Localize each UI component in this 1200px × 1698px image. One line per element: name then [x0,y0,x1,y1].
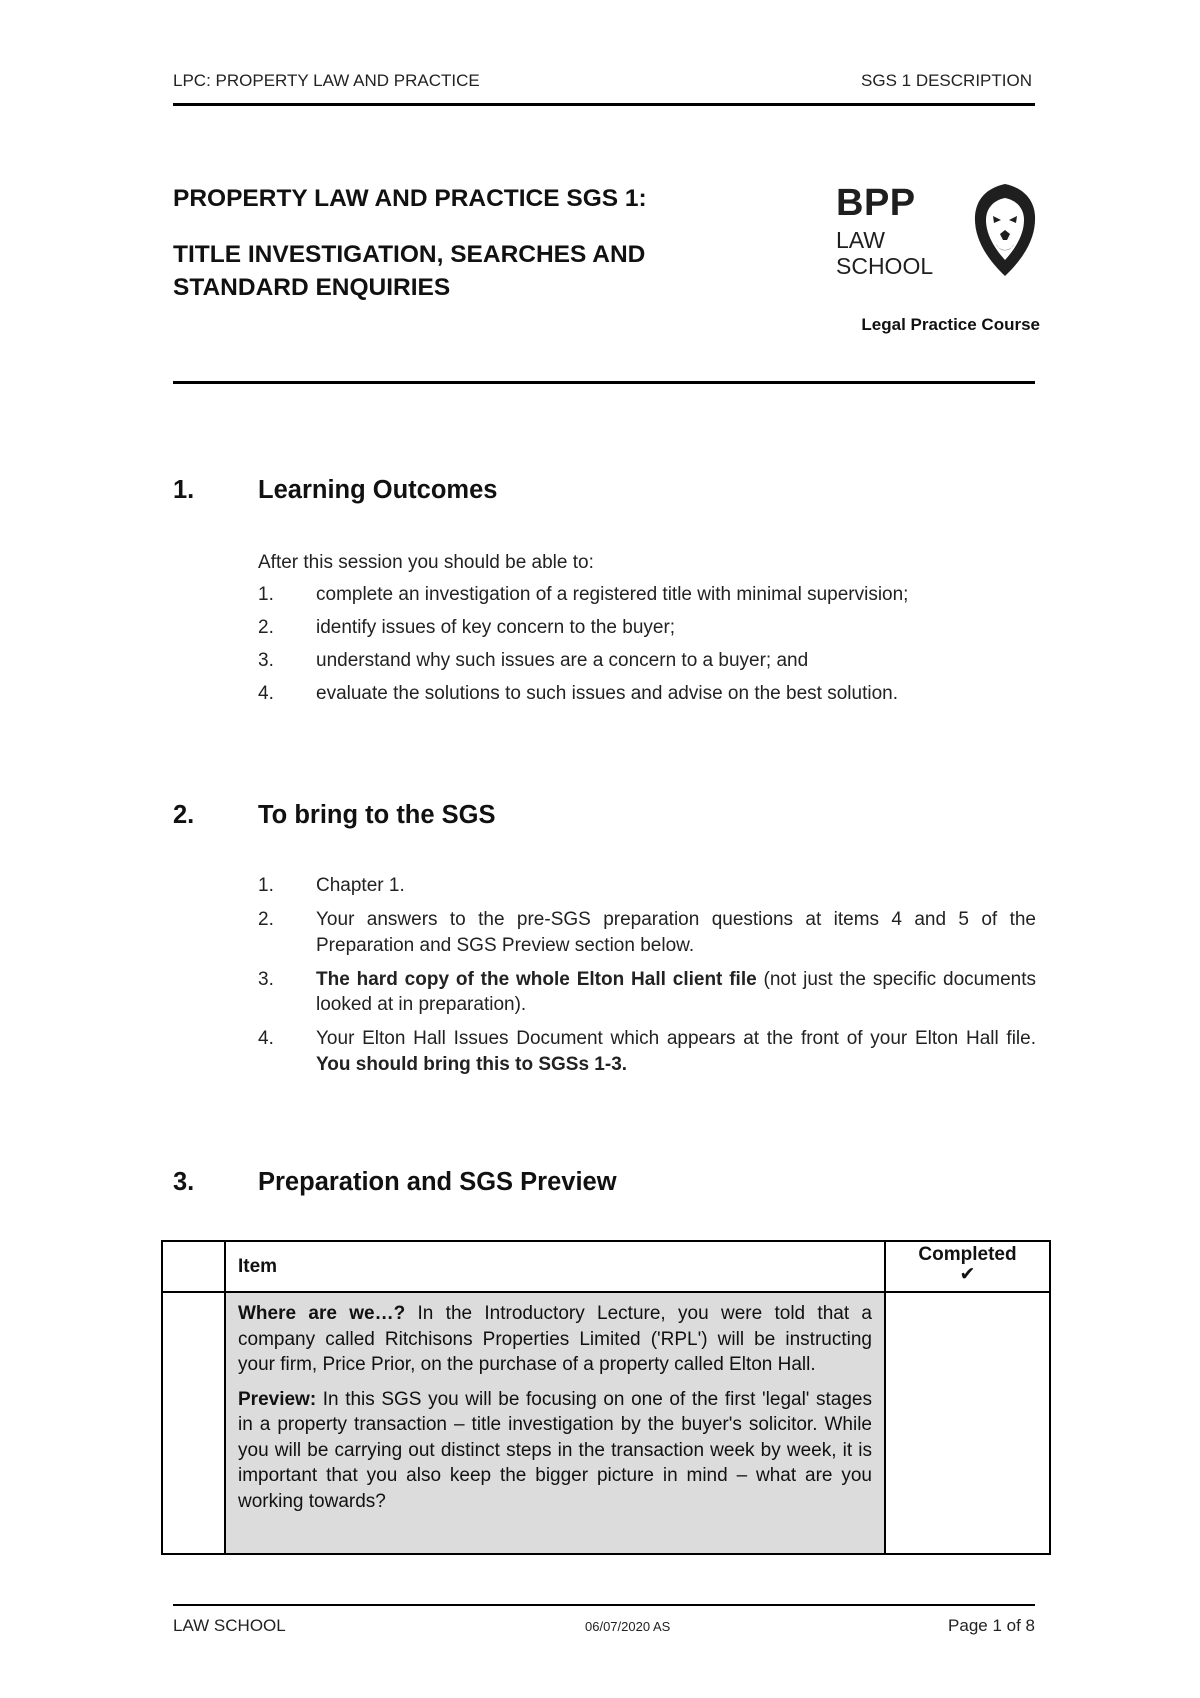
list-item [258,681,1036,707]
lion-icon [972,182,1038,278]
section-number: 3. [173,1168,195,1196]
header-right: SGS 1 DESCRIPTION [861,71,1032,90]
learning-outcomes-list [258,582,1036,714]
logo-line-1: LAW [836,227,885,253]
section-intro: After this session you should be able to: [258,552,594,573]
list-item-text: (not just the specific documents looked at in preparation). [316,968,1036,1015]
footer-rule [173,1604,1035,1606]
preview-text: In this SGS you will be focusing on one of the first 'legal' stages in a property transaction – title investigation by the buyer's solicitor. While you will be carrying out distinct steps in the transaction week by week, it is important that you also keep the bigger picture in mind – what are you working towards? [238,1388,872,1512]
list-item [258,615,1036,641]
list-item [258,967,1036,1018]
logo-subtext [836,227,933,279]
where-are-we-paragraph [238,1301,872,1378]
list-item-number: 2. [258,617,274,638]
logo-brand: BPP [836,182,916,224]
title-rule [173,381,1035,384]
subtitle-line-1: TITLE INVESTIGATION, SEARCHES AND [173,241,646,268]
table-header-blank [162,1241,225,1292]
bpp-law-school-logo [836,182,1036,282]
list-item [258,907,1036,958]
list-item-text: Your Elton Hall Issues Document which appears at the front of your Elton Hall file. [316,1028,1036,1049]
list-item-number: 3. [258,968,274,990]
list-item-bold-text: The hard copy of the whole Elton Hall client file [316,968,757,990]
list-item-text: complete an investigation of a registered title with minimal supervision; [316,584,909,605]
footer-date: 06/07/2020 AS [585,1619,671,1634]
footer-page-number: Page 1 of 8 [948,1616,1035,1635]
table-row [162,1292,1050,1554]
preview-label: Preview: [238,1388,317,1410]
section-heading-to-bring: To bring to the SGS [258,801,496,829]
list-item-text: Your answers to the pre-SGS preparation questions at items 4 and 5 of the Preparation and SGS Preview section below. [316,909,1036,956]
course-name: Legal Practice Course [861,315,1040,334]
list-item [258,648,1036,674]
table-cell-completed[interactable] [885,1292,1050,1554]
list-item-number: 4. [258,1028,274,1049]
document-title: PROPERTY LAW AND PRACTICE SGS 1: [173,185,647,212]
preparation-table [161,1240,1051,1555]
list-item-text: identify issues of key concern to the buyer; [316,617,676,638]
table-header-completed [885,1241,1050,1292]
header-left: LPC: PROPERTY LAW AND PRACTICE [173,71,480,90]
where-are-we-text: In the Introductory Lecture, you were told that a company called Ritchisons Properties Limited ('RPL') will be instructing your firm, Price Prior, on the purchase of a property called Elton Hall. [238,1303,872,1375]
completed-label: Completed [918,1244,1017,1265]
footer-left: LAW SCHOOL [173,1616,286,1635]
check-icon: ✔ [959,1264,976,1285]
table-cell-number [162,1292,225,1554]
list-item-text: Chapter 1. [316,875,405,896]
logo-line-2: SCHOOL [836,253,934,279]
list-item-number: 1. [258,584,274,605]
table-header-row [162,1241,1050,1292]
list-item-number: 2. [258,909,274,930]
subtitle-line-2: STANDARD ENQUIRIES [173,274,451,301]
list-item [258,582,1036,608]
preview-paragraph [238,1387,872,1515]
table-cell-item [225,1292,885,1554]
list-item-text: evaluate the solutions to such issues and advise on the best solution. [316,683,898,704]
where-are-we-label: Where are we…? [238,1303,406,1324]
list-item-number: 3. [258,650,274,671]
list-item-number: 1. [258,875,274,896]
list-item-bold-text: You should bring this to SGSs 1-3. [316,1053,628,1075]
table-header-item: Item [225,1241,885,1292]
section-number: 2. [173,801,195,829]
list-item-text: understand why such issues are a concern to a buyer; and [316,650,809,671]
list-item [258,873,1036,899]
header-rule [173,103,1035,106]
section-heading-learning-outcomes: Learning Outcomes [258,476,498,504]
list-item [258,1026,1036,1077]
document-subtitle [173,238,645,304]
section-number: 1. [173,476,195,504]
section-heading-preparation: Preparation and SGS Preview [258,1168,617,1196]
list-item-number: 4. [258,683,274,704]
to-bring-list [258,873,1036,1086]
